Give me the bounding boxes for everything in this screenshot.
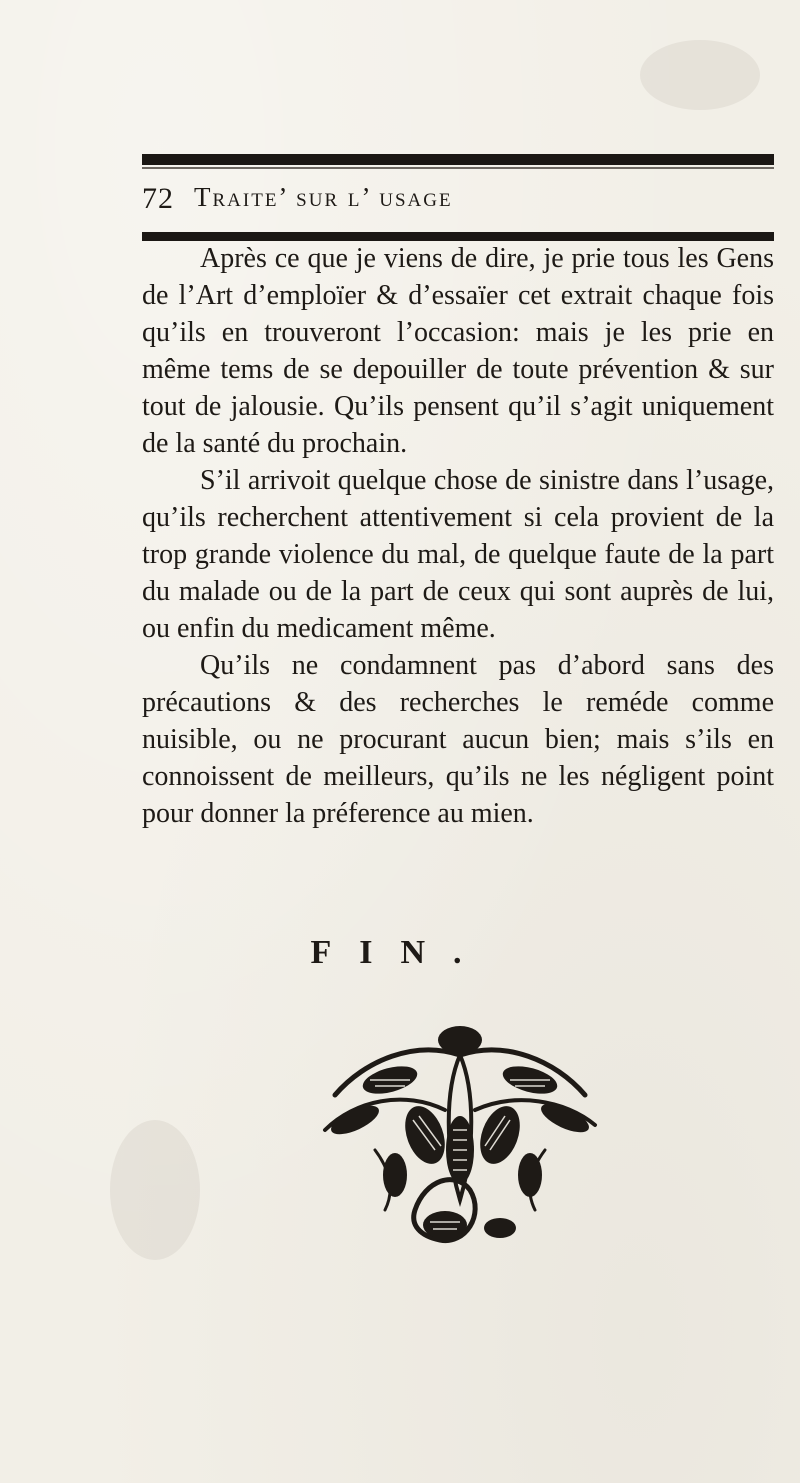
paragraph: Qu’ils ne condamnent pas d’abord sans des précautions & des recherches le reméde comme nuisible, ou ne procurant aucun bien; mais s’ils en connoissent de meilleurs, qu’ils ne les négligent point pour donner la préference au mien. [142,650,774,829]
header-rule-top [142,154,774,165]
running-header [142,176,774,220]
foliage-fleuron-icon [295,1000,625,1265]
page-number: 72 [142,182,174,215]
body-text [142,240,774,832]
running-title: Traite’ sur l’ usage [194,182,453,212]
paragraph: Après ce que je viens de dire, je prie tous les Gens de l’Art d’emploïer & d’essaïer cet extrait chaque fois qu’ils en trouveront l’occasion: mais je les prie en même tems de se depouiller de toute prévention & sur tout de jalousie. Qu’ils pensent qu’il s’agit uniquement de la santé du prochain. [142,243,774,459]
paper-stain [640,40,760,110]
paragraph: S’il arrivoit quelque chose de sinistre dans l’usage, qu’ils recherchent attentivement si cela provient de la trop grande violence du mal, de quelque faute de la part du malade ou de la part de ceux qui sont auprès de lui, ou enfin du medicament même. [142,465,774,644]
closing-word: FIN. [310,934,490,971]
paper-stain [110,1120,200,1260]
